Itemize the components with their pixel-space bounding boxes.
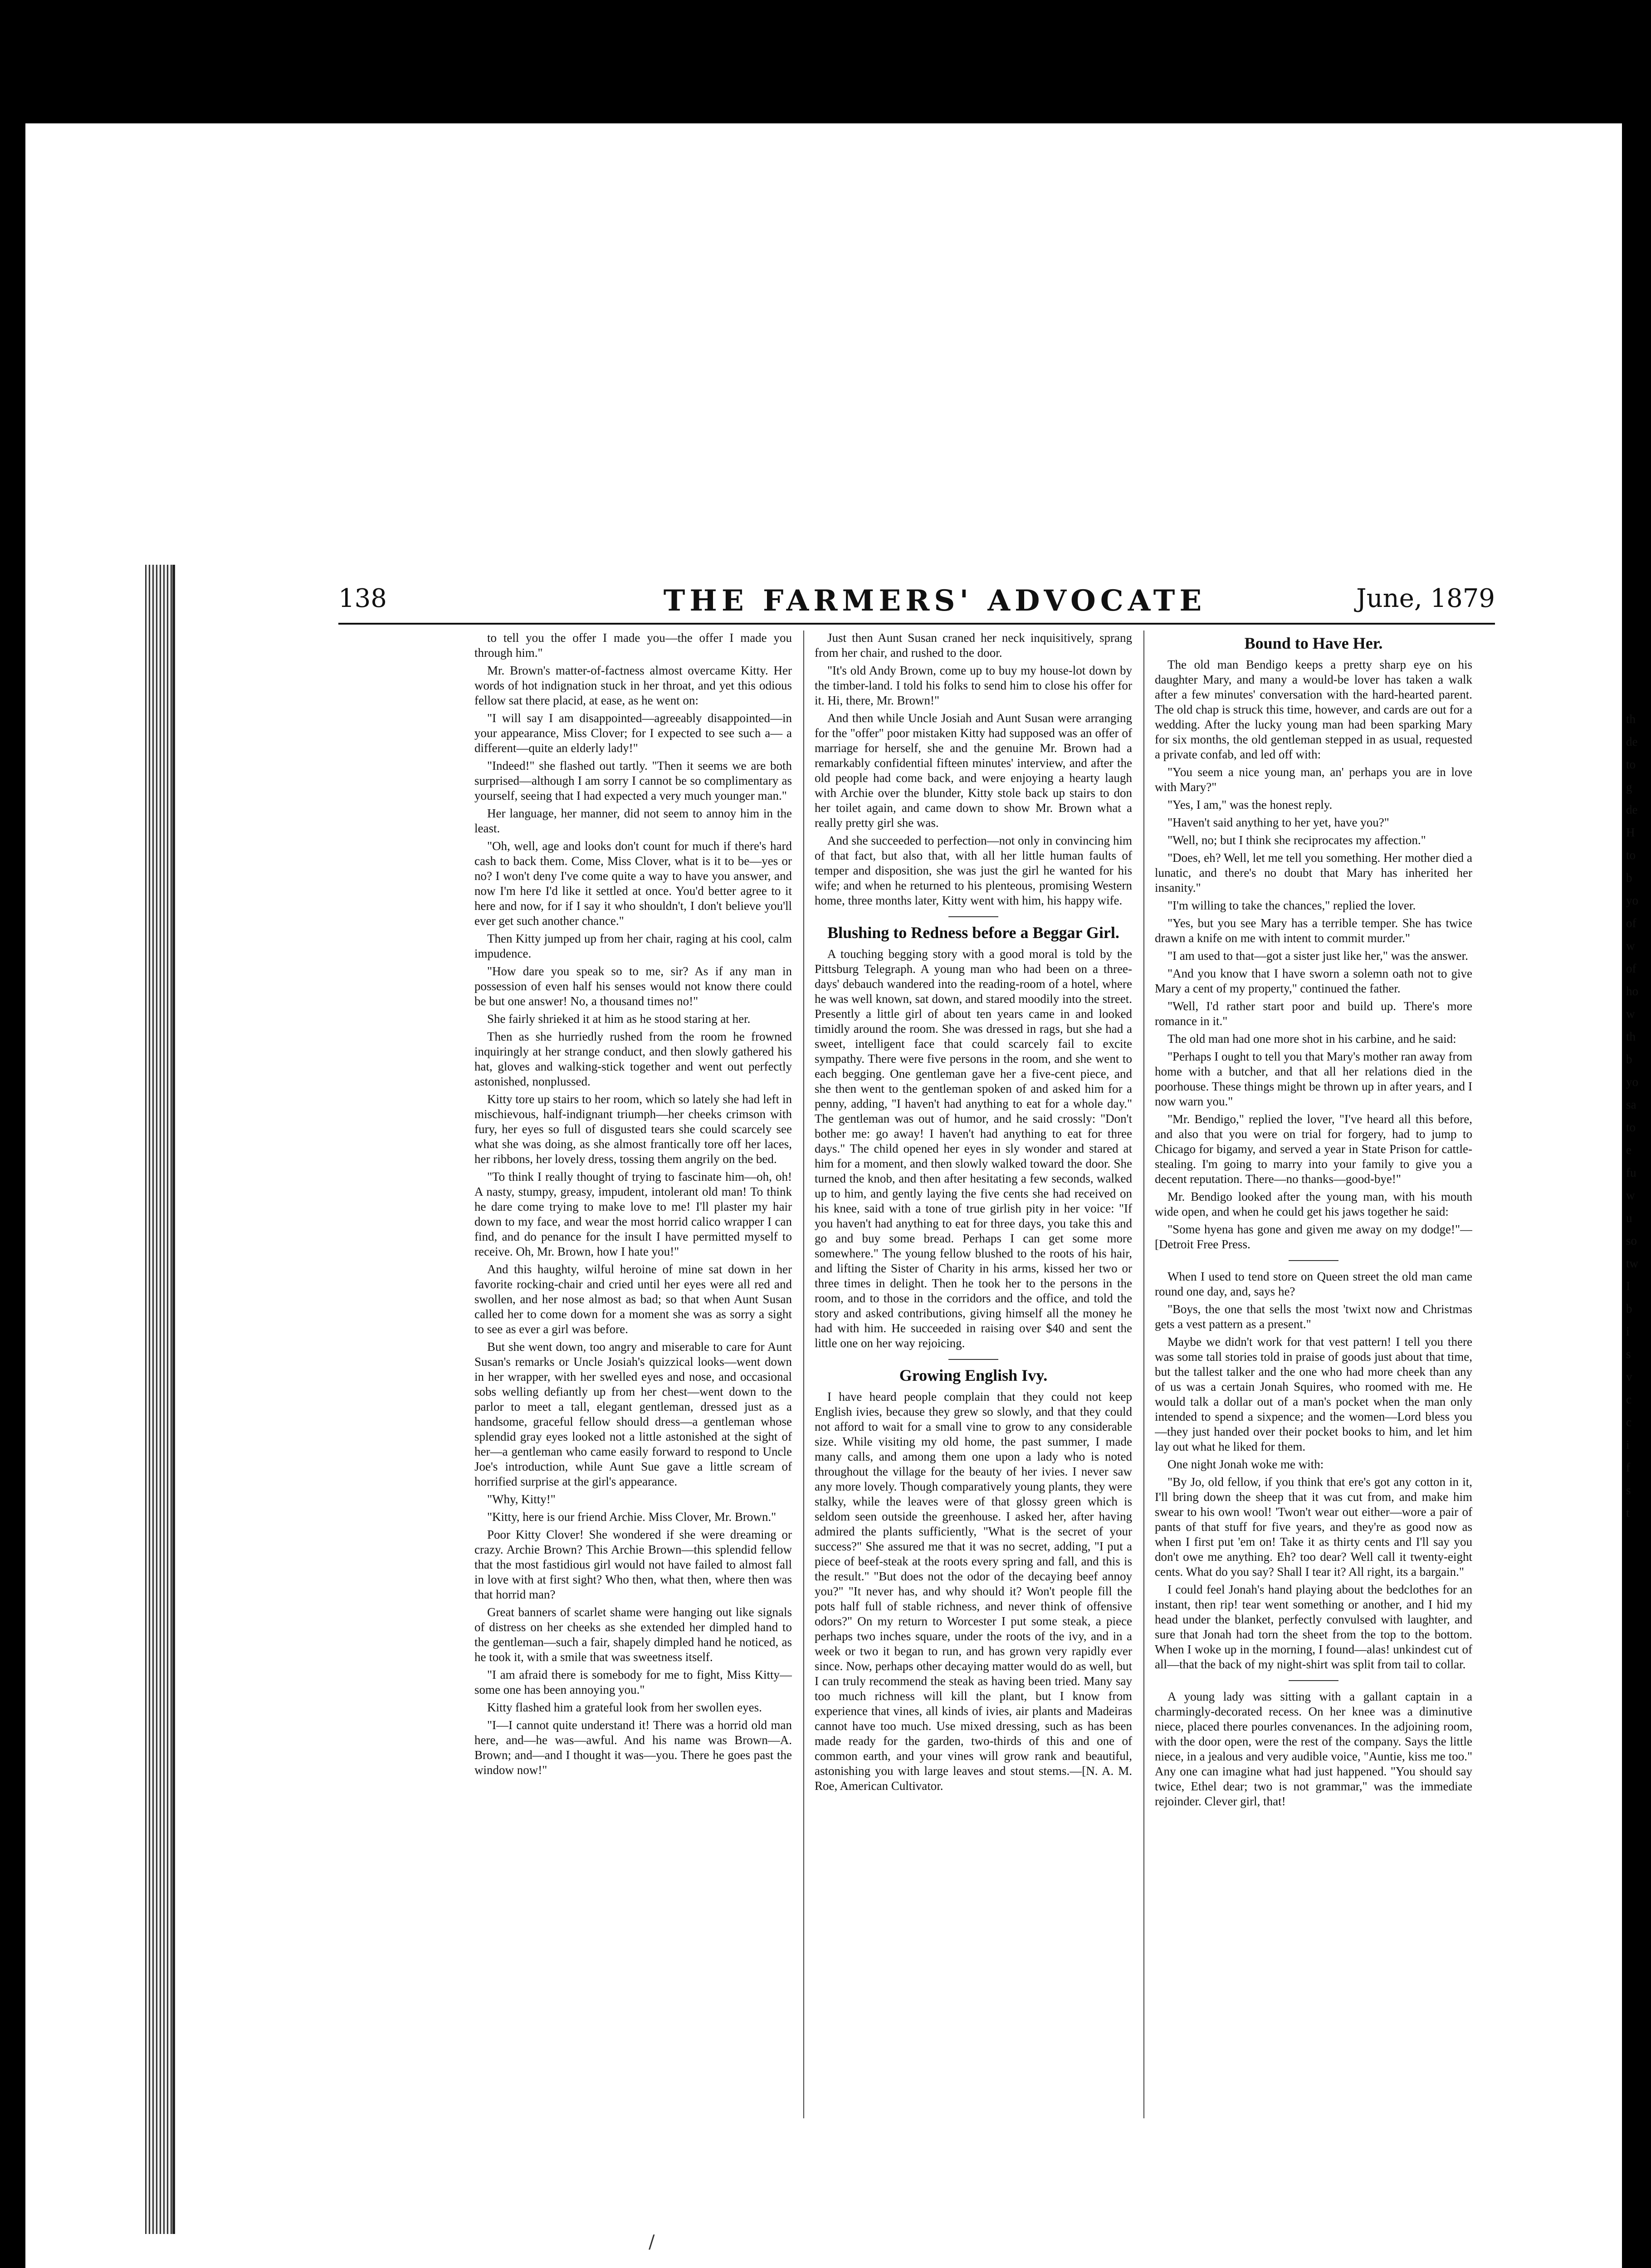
paragraph: "Indeed!" she flashed out tartly. "Then it seems we are both surprised—although I am sorry I cannot be so complimentary as yourself, seeing that I had expected a very much younger man.": [474, 759, 792, 802]
fragment-text: to: [1626, 848, 1636, 862]
fragment-text: of: [1626, 916, 1636, 930]
paragraph: "Well, no; but I think she reciprocates my affection.": [1167, 833, 1426, 847]
paragraph: She fairly shrieked it at him as he stood staring at her.: [487, 1012, 751, 1026]
column-1: [474, 631, 792, 2118]
paragraph: "Why, Kitty!": [487, 1492, 556, 1506]
paragraph: "It's old Andy Brown, come up to buy my house-lot down by the timber-land. I told his folks to send him to close his offer for it. Hi, there, Mr. Brown!": [815, 664, 1132, 707]
paragraph: "I am used to that—got a sister just like her," was the answer.: [1167, 949, 1468, 963]
fragment-text: th: [1626, 1030, 1636, 1043]
paragraph: "Oh, well, age and looks don't count for much if there's hard cash to back them. Come, Miss Clover, what is it to be—yes or no? I won't deny I've come quite a way to have you answer, and now I'm here I'd like it settled at once. You'd better agree to it here and now, for if I say it who shouldn't, I don't believe you'll ever get such another chance.": [474, 839, 792, 928]
fragment-text: e: [1626, 1143, 1631, 1157]
separator: [948, 916, 998, 917]
separator: [1289, 1680, 1338, 1681]
fragment-text: i: [1626, 1438, 1630, 1452]
fragment-text: de: [1626, 803, 1638, 816]
article-beggar-girl: [815, 947, 1132, 1351]
fragment-text: g: [1626, 780, 1632, 794]
paragraph: Then as she hurriedly rushed from the room he frowned inquiringly at her strange conduct, and then slowly gathered his hat, gloves and walking-stick together and went out perfectly astonished, nonplussed.: [474, 1030, 792, 1088]
paragraph: to tell you the offer I made you—the offer I made you through him.": [474, 631, 792, 660]
fragment-text: th: [1626, 712, 1636, 726]
article-english-ivy: [815, 1389, 1132, 1794]
paragraph: Then Kitty jumped up from her chair, raging at his cool, calm impudence.: [474, 932, 792, 960]
paragraph: Her language, her manner, did not seem to annoy him in the least.: [474, 807, 792, 835]
column-2-continued-text: [815, 631, 1132, 908]
paragraph: "You seem a nice young man, an' perhaps you are in love with Mary?": [1155, 765, 1472, 794]
paragraph: Kitty flashed him a grateful look from her swollen eyes.: [487, 1701, 762, 1714]
paragraph: I have heard people complain that they could not keep English ivies, because they grew so slowly, and that they could not afford to wait for a small vine to grow to any considerable size. While visiting my old home, the past summer, I made many calls, and among them one upon a lady who is noted throughout the village for the beauty of her ivies. I never saw any more lovely. Though comparatively young plants, they were stalky, while the leaves were of that glossy green which is seldom seen outside the greenhouse. I asked her, after having admired the plants sufficiently, "What is the secret of your success?" She assured me that it was no secret, adding, "I put a piece of beef-steak at the roots every spring and fall, and this is the result." "But does not the odor of the decaying beef annoy you?" "It never has, and why should it? Won't people fill the pots half full of stable richness, and never think of offensive odors?" On my return to Worcester I put some steak, a piece perhaps two inches square, under the roots of the ivy, and in a week or two it began to run, and has grown very rapidly ever since. Now, perhaps other decaying matter would do as well, but I can truly recommend the steak as having been tried. Many say too much richness will kill the plant, but I know from experience that vines, all kinds of ivies, air plants and Madeiras cannot have too much. Use mixed dressing, such as has been made ready for the garden, two-thirds of this and one of common earth, and your vines will grow rank and beautiful, astonishing you with large leaves and stout stems.—[N. A. M. Roe, American Cultivator.: [815, 1390, 1132, 1793]
fragment-text: tw: [1626, 1256, 1638, 1270]
fragment-text: b: [1626, 1052, 1632, 1066]
fragment-text: yo: [1626, 894, 1638, 907]
paragraph: "I will say I am disappointed—agreeably disappointed—in your appearance, Miss Clover; for I expected to see such a— a different—quite an elderly lady!": [474, 711, 792, 755]
paragraph: One night Jonah woke me with:: [1167, 1457, 1324, 1471]
fragment-text: b: [1626, 1302, 1632, 1315]
fragment-text: w: [1626, 1007, 1635, 1021]
paragraph: "Mr. Bendigo," replied the lover, "I've heard all this before, and also that you were on trial for forgery, had to jump to Chicago for bigamy, and served a year in State Prison for cattle-stealing. I'm going to marry into your family to give you a decent reputation. There—no thanks—good-bye!": [1155, 1112, 1472, 1186]
paragraph: When I used to tend store on Queen street the old man came round one day, and, says he?: [1155, 1270, 1472, 1298]
separator: [1289, 1260, 1338, 1261]
paragraph: Mr. Brown's matter-of-factness almost overcame Kitty. Her words of hot indignation stuck in her throat, and yet this odious fellow sat there placid, at ease, as he went on:: [474, 664, 792, 707]
fragment-text: to: [1626, 1120, 1636, 1134]
paragraph: And then while Uncle Josiah and Aunt Susan were arranging for the "offer" poor mistaken Kitty had supposed was an offer of marriage for herself, she and the genuine Mr. Brown had a remarkably confidential fifteen minutes' interview, and after the old people had come back, and were enjoying a hearty laugh with Archie over the blunder, Kitty stole back up stairs to don her toilet again, and came down to show Mr. Brown what a really pretty girl she was.: [815, 711, 1132, 830]
article-title-beggar-girl: Blushing to Redness before a Beggar Girl.: [827, 924, 1119, 942]
column-divider: [1143, 631, 1144, 2118]
paragraph: The old man Bendigo keeps a pretty sharp eye on his daughter Mary, and many a would-be lover has taken a walk after a few minutes' conversation with the hard-hearted parent. The old chap is struck this time, however, and cards are out for a wedding. After the lucky young man had been sparking Mary for six months, the old gentleman stepped in as usual, requested a private confab, and led off with:: [1155, 658, 1472, 761]
paragraph: "Yes, but you see Mary has a terrible temper. She has twice drawn a knife on me with intent to commit murder.": [1155, 916, 1472, 945]
fragment-text: ho: [1626, 984, 1638, 998]
binding-edge: [145, 565, 172, 2234]
columns: [474, 631, 1477, 2118]
fragment-text: t: [1626, 1506, 1630, 1520]
fragment-text: w: [1626, 939, 1635, 953]
paragraph: "How dare you speak so to me, sir? As if any man in possession of even half his senses would not know there could be but one answer! No, a thousand times no!": [474, 964, 792, 1008]
paragraph: But she went down, too angry and miserable to care for Aunt Susan's remarks or Uncle Josiah's quizzical looks—went down in her wrapper, with her swelled eyes and nose, and occasional sobs welling defiantly up from her chest—went down to the parlor to meet a tall, elegant gentleman, dressed just as a handsome, graceful fellow should dress—a gentleman whose splendid gray eyes looked not a little astonished at the sight of her—a gentleman who came easily forward to respond to Uncle Joe's introduction, while Aunt Sue gave a little scream of horrified surprise at the girl's appearance.: [474, 1340, 792, 1488]
column-1-text: [474, 631, 792, 1778]
fragment-text: c: [1626, 1393, 1631, 1406]
issue-date: June, 1879: [1356, 584, 1495, 613]
header-rule: [338, 623, 1495, 625]
column-3: [1155, 631, 1472, 2118]
paragraph: Maybe we didn't work for that vest pattern! I tell you there was some tall stories told in praise of goods just about that time, but the tallest talker and the one who had more cheek than any of us was a certain Jonah Squires, who roomed with me. He would talk a dollar out of a man's pocket when the man only intended to spend a sixpence; and the women—Lord bless you—they just handed over their pocket books to him, and let him lay out what he liked for them.: [1155, 1335, 1472, 1453]
fragment-text: sa: [1626, 1098, 1636, 1111]
paragraph: "Yes, I am," was the honest reply.: [1167, 798, 1333, 811]
paragraph: Mr. Bendigo looked after the young man, with his mouth wide open, and when he could get his jaws together he said:: [1155, 1190, 1472, 1218]
paragraph: "I—I cannot quite understand it! There was a horrid old man here, and—he was—awful. And his name was Brown—A. Brown; and—and I thought it was—you. There he goes past the window now!": [474, 1718, 792, 1777]
fragment-text: I: [1626, 1279, 1630, 1293]
article-young-lady-captain: [1155, 1689, 1472, 1809]
article-queen-street-store: [1155, 1269, 1472, 1672]
fragment-text: f: [1626, 1461, 1630, 1474]
fragment-text: fu: [1626, 1166, 1636, 1179]
fragment-text: w: [1626, 1188, 1635, 1202]
page-number: 138: [338, 584, 387, 613]
paragraph: "Some hyena has gone and given me away on my dodge!"—[Detroit Free Press.: [1155, 1222, 1472, 1251]
paragraph: And this haughty, wilful heroine of mine sat down in her favorite rocking-chair and cried until her eyes were all red and swollen, and her nose almost as bad; so that when Aunt Susan called her to come down for a moment she was as sorry a sight to see as ever a girl was before.: [474, 1262, 792, 1336]
paragraph: "And you know that I have sworn a solemn oath not to give Mary a cent of my property," continued the father.: [1155, 967, 1472, 995]
paragraph: "By Jo, old fellow, if you think that ere's got any cotton in it, I'll bring down the sheep that it was cut from, and make him swear to his own wool! 'Twon't wear out either—wore a pair of pants of that stuff for five years, and they're as good now as when I first put 'em on! Take it as thirty cents and I'll say you don't owe me anything. Eh? too dear? Well call it twenty-eight cents. What do you say? Shall I tear it? All right, its a bargain.": [1155, 1475, 1472, 1579]
article-bound-to-have-her: [1155, 657, 1472, 1252]
adjacent-page-fragment: [1626, 708, 1651, 2068]
fragment-text: de: [1626, 735, 1638, 748]
article-title-english-ivy: Growing English Ivy.: [899, 1366, 1048, 1384]
paragraph: Kitty tore up stairs to her room, which so lately she had left in mischievous, half-indignant triumph—her cheeks crimson with fury, her eyes so full of disgusted tears she could scarcely see what she was doing, as she almost frantically tore off her laces, her ribbons, her lovely dress, tossing them angrily on the bed.: [474, 1092, 792, 1166]
column-divider: [803, 631, 804, 2118]
page-header: [338, 565, 1531, 619]
fragment-text: s: [1626, 1347, 1631, 1361]
paragraph: A touching begging story with a good moral is told by the Pittsburg Telegraph. A young man who had been on a three-days' debauch wandered into the reading-room of a hotel, where he was well known, sat down, and stared moodily into the street. Presently a little girl of about ten years came in and looked timidly around the room. She was dressed in rags, but she had a sweet, intelligent face that could scarcely fail to excite sympathy. There were five persons in the room, and she went to each begging. One gentleman gave her a five-cent piece, and she then went to the gentleman spoken of and asked him for a penny, adding, "I haven't had anything to eat for a whole day." The gentleman was out of humor, and he said crossly: "Don't bother me: go away! I haven't had anything to eat for three days." The child opened her eyes in sly wonder and stared at him for a moment, and then slowly walked toward the door. She turned the knob, and then after hesitating a few seconds, walked up to him, and gently laying the five cents she had received on his knee, said with a tone of true girlish pity in her voice: "If you haven't had anything to eat for three days, you take this and go and buy some bread. Perhaps I can get some more somewhere." The young fellow blushed to the roots of his hair, and lifting the Sister of Charity in his arms, kissed her two or three times in delight. Then he took her to the persons in the room, and to those in the corridors and the office, and told the story and asked contributions, giving himself all the money he had with him. He succeeded in raising over $40 and sent the little one on her way rejoicing.: [815, 947, 1132, 1350]
paragraph: Great banners of scarlet shame were hanging out like signals of distress on her cheeks as she extended her dimpled hand to the gentleman—such a fair, shapely dimpled hand he noticed, as he took it, with a smile that was sweetness itself.: [474, 1605, 792, 1664]
fragment-text: v: [1626, 1370, 1632, 1383]
newspaper-page: [172, 565, 1531, 2234]
fragment-text: to: [1626, 758, 1636, 771]
paragraph: Just then Aunt Susan craned her neck inquisitively, sprang from her chair, and rushed to the door.: [815, 631, 1132, 660]
fragment-text: s: [1626, 1483, 1631, 1497]
fragment-text: so: [1626, 1234, 1637, 1247]
fragment-text: c: [1626, 1415, 1631, 1429]
paragraph: And she succeeded to perfection—not only in convincing him of that fact, but also that, with all her little human faults of temper and disposition, she was just the girl he wanted for his wife; and when he returned to his plenteous, promising Western home, three months later, Kitty went with him, his happy wife.: [815, 834, 1132, 907]
fragment-text: H: [1626, 826, 1635, 839]
fragment-text: of: [1626, 962, 1636, 975]
paragraph: "Perhaps I ought to tell you that Mary's mother ran away from home with a butcher, and that all her relations died in the poorhouse. These things might be thrown up in after years, and I now warn you.": [1155, 1050, 1472, 1108]
paragraph: "To think I really thought of trying to fascinate him—oh, oh! A nasty, stumpy, greasy, impudent, intolerant old man! To think he dare come trying to make love to me! I'll plaster my hair down to my face, and wear the most horrid calico wrapper I can find, and do penance for the insult I have permitted myself to receive. Oh, Mr. Brown, how I hate you!": [474, 1170, 792, 1258]
paragraph: I could feel Jonah's hand playing about the bedclothes for an instant, then rip! tear went something or another, and I hid my head under the blanket, perfectly convulsed with laughter, and sure that Jonah had torn the sheet from the top to the bottom. When I woke up in the morning, I found—alas! unkindest cut of all—that the back of my night-shirt was split from tail to collar.: [1155, 1583, 1472, 1671]
paragraph: "Boys, the one that sells the most 'twixt now and Christmas gets a vest pattern as a present.": [1155, 1302, 1472, 1331]
paragraph: "Haven't said anything to her yet, have you?": [1167, 816, 1389, 829]
paragraph: "Does, eh? Well, let me tell you something. Her mother died a lunatic, and there's no doubt that Mary has inherited her insanity.": [1155, 851, 1472, 894]
footer-mark: /: [649, 2232, 655, 2253]
fragment-text: yo: [1626, 1075, 1638, 1089]
column-2: [815, 631, 1132, 2118]
masthead: THE FARMERS' ADVOCATE: [663, 584, 1206, 618]
paragraph: "Well, I'd rather start poor and build up. There's more romance in it.": [1155, 999, 1472, 1028]
separator: [948, 1359, 998, 1360]
paragraph: "Kitty, here is our friend Archie. Miss Clover, Mr. Brown.": [487, 1510, 777, 1524]
fragment-text: i: [1626, 1325, 1630, 1338]
paragraph: Poor Kitty Clover! She wondered if she were dreaming or crazy. Archie Brown? This Archie Brown—this splendid fellow that the most fastidious girl would not have failed to almost fall in love with at first sight? Who then, what then, where then was that horrid man?: [474, 1528, 792, 1601]
paragraph: "I am afraid there is somebody for me to fight, Miss Kitty—some one has been annoying you.": [474, 1668, 792, 1696]
fragment-text: u: [1626, 1211, 1632, 1225]
paragraph: A young lady was sitting with a gallant captain in a charmingly-decorated recess. On her knee was a diminutive niece, placed there pourles convenances. In the adjoining room, with the door open, were the rest of the company. Says the little niece, in a jealous and very audible voice, "Auntie, kiss me too." Any one can imagine what had just happened. "You should say twice, Ethel dear; two is not grammar," was the immediate rejoinder. Clever girl, that!: [1155, 1690, 1472, 1808]
paragraph: The old man had one more shot in his carbine, and he said:: [1167, 1032, 1456, 1046]
paragraph: "I'm willing to take the chances," replied the lover.: [1167, 899, 1416, 912]
article-title-bound-to-have-her: Bound to Have Her.: [1244, 634, 1383, 652]
fragment-text: b: [1626, 871, 1632, 885]
